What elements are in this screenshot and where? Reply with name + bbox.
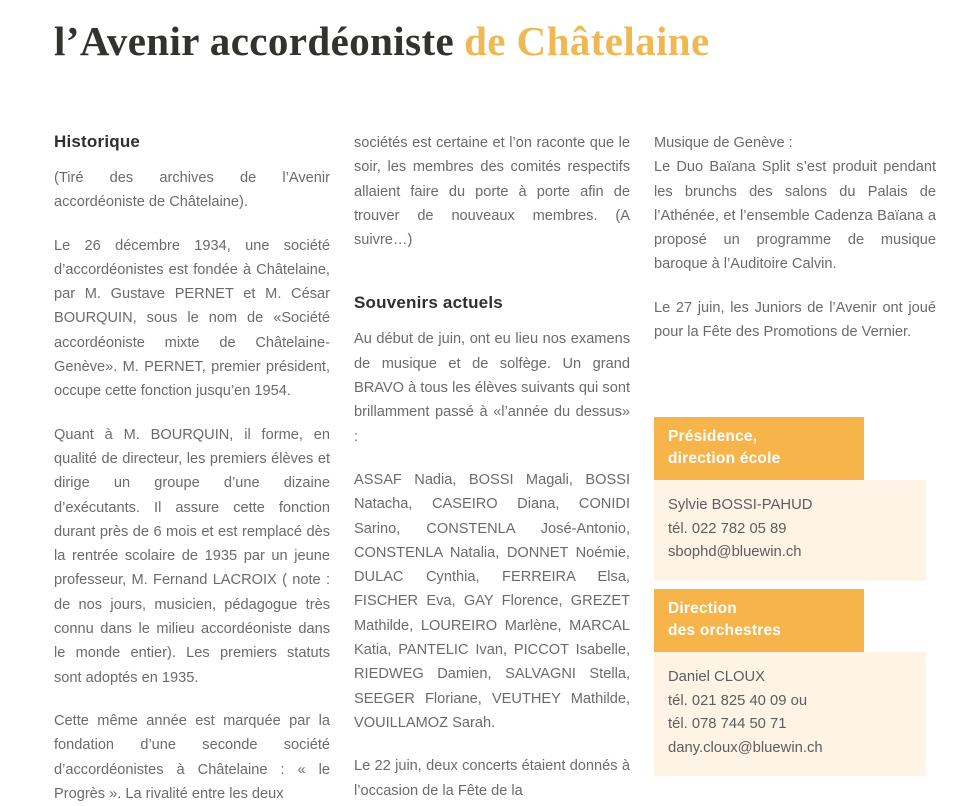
article-column-2 bbox=[354, 131, 630, 803]
contact-box-body bbox=[654, 652, 926, 776]
contact-name: Sylvie BOSSI-PAHUD bbox=[668, 497, 813, 513]
contact-box-header-line-1: Direction bbox=[668, 600, 737, 617]
page-title bbox=[54, 12, 934, 70]
contact-phone-primary: tél. 021 825 40 09 ou bbox=[668, 692, 808, 709]
paragraph: Le 22 juin, deux concerts étaient donnés à l’occasion de la Fête de la bbox=[354, 758, 630, 799]
article-column-1 bbox=[54, 131, 330, 806]
article-column-3 bbox=[654, 131, 936, 344]
contact-box-direction-orchestres bbox=[654, 589, 926, 776]
paragraph-student-list: ASSAF Nadia, BOSSI Magali, BOSSI Natacha, CASEIRO Diana, CONIDI Sarino, CONSTENLA José-Antonio, CONSTENLA Natalia, DONNET Noémie, DULAC Cynthia, FERREIRA Elsa, FISCHER Eva, GAY Florence, GREZET Mathilde, LOUREIRO Marlène, MARCAL Katia, PANTELIC Ivan, PICCOT Isabelle, RIEDWEG Damien, SALVAGNI Stella, SEEGER Floriane, VEUTHEY Mathilde, VOUILLAMOZ Sarah. bbox=[354, 471, 630, 731]
contact-box-presidence bbox=[654, 417, 926, 581]
section-heading-historique: Historique bbox=[54, 132, 141, 151]
contact-phone-secondary: tél. 078 744 50 71 bbox=[668, 716, 787, 732]
contact-box-header-line-1: Présidence, bbox=[668, 428, 758, 445]
page-title-accent: de Châtelaine bbox=[464, 18, 710, 64]
contact-box-header-line-2: direction école bbox=[668, 450, 781, 467]
paragraph: Cette même année est marquée par la fondation d’une seconde société d’accordéonistes à Châtelaine : « le Progrès ». La rivalité entre les deux bbox=[54, 712, 330, 802]
contact-phone: tél. 022 782 05 89 bbox=[668, 520, 787, 537]
paragraph: Le 26 décembre 1934, une société d’accordéonistes est fondée à Châtelaine, par M. Gustave PERNET et M. César BOURQUIN, sous le nom de «Société accordéoniste mixte de Châtelaine-Genève». M. PERNET, premier président, occupe cette fonction jusqu’en 1954. bbox=[54, 237, 330, 400]
paragraph: Quant à M. BOURQUIN, il forme, en qualité de directeur, les premiers élèves et dirige un groupe d’une dizaine d’exécutants. Il assure cette fonction durant près de 6 mois et est remplacé dès la rentrée scolaire de 1935 par un jeune professeur, M. Fernand LACROIX ( note : de nos jours, musicien, pédagogue très connu dans le milieu accordéoniste dans le monde entier). Les premiers statuts sont adoptés en 1935. bbox=[54, 426, 330, 686]
contact-box-body bbox=[654, 480, 926, 581]
contact-email[interactable]: sbophd@bluewin.ch bbox=[668, 544, 802, 560]
paragraph: (Tiré des archives de l’Avenir accordéoniste de Châtelaine). bbox=[54, 170, 330, 211]
paragraph: Musique de Genève : Le Duo Baïana Split s’est produit pendant les brunchs des salons du Palais de l’Athénée, et l’ensemble Cadenza Baïana a proposé un programme de musique baroque à l’Auditoire Calvin. bbox=[654, 135, 936, 273]
contact-box-header bbox=[654, 589, 864, 652]
paragraph: Au début de juin, ont eu lieu nos examens de musique et de solfège. Un grand BRAVO à tous les élèves suivants qui sont brillamment passé à «l’année du dessus» : bbox=[354, 331, 630, 445]
contact-box-header-line-2: des orchestres bbox=[668, 622, 782, 639]
contact-email[interactable]: dany.cloux@bluewin.ch bbox=[668, 739, 823, 756]
paragraph: sociétés est certaine et l’on raconte que le soir, les membres des comités respectifs allaient faire du porte à porte afin de trouver de nouveaux membres. (A suivre…) bbox=[354, 135, 630, 249]
contact-name: Daniel CLOUX bbox=[668, 669, 766, 685]
page-title-primary: l’Avenir accordéoniste bbox=[54, 18, 455, 64]
section-heading-souvenirs-actuels: Souvenirs actuels bbox=[354, 293, 503, 313]
paragraph: Le 27 juin, les Juniors de l’Avenir ont joué pour la Fête des Promotions de Vernier. bbox=[654, 299, 936, 341]
contact-box-header bbox=[654, 417, 864, 480]
